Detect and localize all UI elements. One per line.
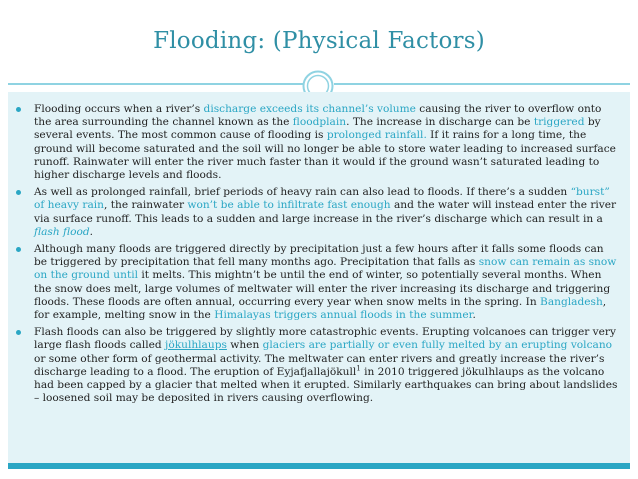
bullet-text (34, 103, 616, 181)
text-segment: when (226, 339, 263, 352)
bullet-text (34, 186, 616, 238)
text-segment: causing the river to overflow onto the area surrounding the channel known as the (34, 103, 602, 129)
bottom-accent-band (8, 463, 630, 469)
highlighted-term: discharge exceeds its channel’s volume (203, 103, 416, 115)
text-segment: , for example, melting snow in the (34, 295, 607, 322)
text-segment: If it rains for a long time, the ground will become saturated and the soil will no longer be able to store water leading to increased surface runoff. Rainwater will enter the river much faster than it would if the ground wasn’t saturated leading to higher discharge levels and floods. (34, 129, 616, 182)
highlighted-term: “burst” of heavy rain (34, 186, 610, 212)
text-segment: it melts. This mightn’t be until the end of winter, so potentially several months. When the snow does melt, large volumes of meltwater will enter the river increasing its discharge and triggering floods. These floods are often annual, occurring every year when snow melts in the spring. In (34, 269, 611, 308)
text-segment: , the rainwater (104, 199, 188, 212)
bullet-dot-icon (16, 190, 21, 195)
highlighted-term: jökulhlaups (165, 339, 227, 352)
text-segment: Flash floods can also be triggered by slightly more catastrophic events. Erupting volcanoes can trigger very large flash floods called (34, 326, 616, 352)
bullet-item (14, 243, 618, 322)
highlighted-term: Bangladesh (540, 295, 603, 308)
bullet-list (14, 103, 618, 409)
text-segment: . (472, 309, 476, 322)
text-segment: and the water will instead enter the river via surface runoff. This leads to a sudden and large increase in the river’s discharge which can result in a (34, 199, 617, 225)
text-segment: in 2010 triggered jökulhlaups as the volcano had been capped by a glacier that melted when it erupted. Similarly earthquakes can bring about landslides – loosened soil may be deposited in rivers causing overflowing. (34, 365, 618, 405)
bullet-dot-icon (16, 330, 21, 335)
highlighted-term: triggered (533, 116, 585, 129)
bullet-item (14, 326, 618, 405)
bullet-item (14, 103, 618, 182)
bullet-text (34, 243, 616, 321)
text-segment: Flooding occurs when a river’s (34, 103, 204, 115)
bullet-item (14, 186, 618, 239)
text-segment: Although many floods are triggered directly by precipitation just a few hours after it falls some floods can be triggered by precipitation that fell many months ago. Precipitation that falls as (34, 243, 604, 269)
highlighted-term: prolonged rainfall. (326, 129, 427, 142)
text-segment: or some other form of geothermal activity. The meltwater can enter rivers and greatly increase the river’s discharge leading to a flood. The eruption of Eyjafjallajökull (34, 352, 605, 378)
highlighted-term: snow can remain as snow on the ground until (34, 256, 617, 282)
highlighted-term: flash flood (34, 225, 90, 238)
text-segment: . The increase in discharge can be (346, 116, 534, 129)
highlighted-term: glaciers are partially or even fully melted by an erupting volcano (262, 339, 613, 352)
bullet-dot-icon (16, 247, 21, 252)
highlighted-term: won’t be able to infiltrate fast enough (187, 199, 391, 212)
bullet-dot-icon (16, 107, 21, 112)
highlighted-term: Himalayas triggers annual floods in the summer (214, 309, 473, 322)
slide-title: Flooding: (Physical Factors) (153, 28, 485, 54)
text-segment: . (89, 225, 93, 238)
title-divider-left (8, 83, 304, 85)
text-segment: As well as prolonged rainfall, brief periods of heavy rain can also lead to floods. If there’s a sudden (34, 186, 571, 199)
text-segment: by several events. The most common cause of flooding is (34, 116, 601, 142)
highlighted-term: floodplain (292, 116, 347, 129)
bullet-text (34, 326, 617, 404)
footnote-marker: 1 (356, 364, 361, 373)
title-divider-right (334, 83, 630, 85)
